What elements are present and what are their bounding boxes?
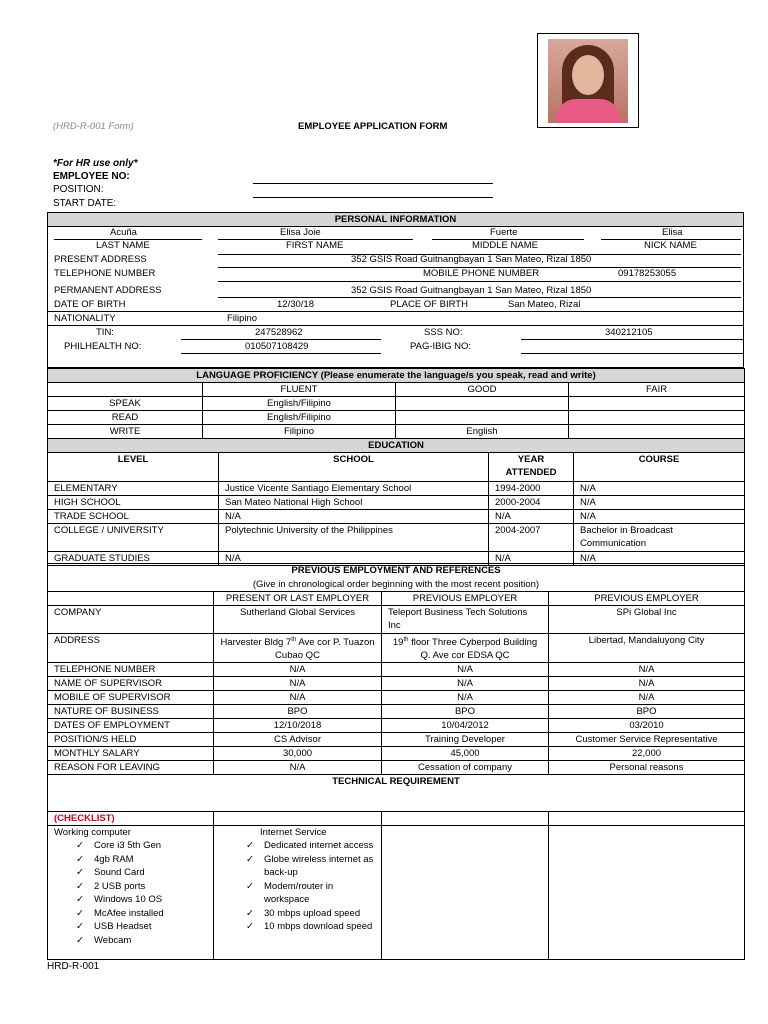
permanent-address-line [218, 297, 741, 298]
check-icon: ✓ [76, 840, 84, 852]
middle-name-label: MIDDLE NAME [472, 240, 538, 251]
level-cell: HIGH SCHOOL [48, 496, 219, 510]
employee-no-label: EMPLOYEE NO: [53, 171, 130, 182]
employer-cell: N/A [214, 677, 382, 691]
list-item: ✓ USB Headset [76, 921, 152, 933]
school-cell: N/A [219, 510, 489, 524]
list-item: ✓ 30 mbps upload speed [246, 907, 361, 919]
nationality-label: NATIONALITY [54, 313, 116, 324]
row-label: TELEPHONE NUMBER [48, 663, 214, 677]
applicant-photo [548, 39, 628, 123]
employer-cell: N/A [549, 663, 745, 677]
address-cell: 19th floor Three Cyberpod Building Q. Ave cor EDSA QC [382, 634, 549, 663]
list-item: ✓ Modem/router in workspace [246, 880, 334, 906]
course-cell: N/A [574, 552, 745, 566]
present-address-value: 352 GSIS Road Guitnangbayan 1 San Mateo, Rizal 1850 [351, 254, 592, 265]
col-year-attended: YEAR ATTENDED [489, 453, 574, 482]
nick-name-value: Elisa [662, 227, 683, 238]
sss-value: 340212105 [605, 327, 653, 338]
fair-cell [569, 425, 745, 439]
education-table [47, 438, 745, 566]
row-label: NATURE OF BUSINESS [48, 705, 214, 719]
school-cell: N/A [219, 552, 489, 566]
section-language-proficiency: LANGUAGE PROFICIENCY (Please enumerate the language/s you speak, read and write) [48, 369, 745, 383]
row-label: READ [48, 411, 203, 425]
col-school: SCHOOL [219, 453, 489, 482]
year-cell: 1994-2000 [489, 482, 574, 496]
list-item: ✓ Windows 10 OS [76, 894, 163, 906]
fluent-cell: English/Filipino [203, 397, 396, 411]
list-item: ✓ Globe wireless internet as back-up [246, 853, 374, 879]
row-label: DATES OF EMPLOYMENT [48, 719, 214, 733]
check-icon: ✓ [76, 907, 84, 919]
company-cell: Sutherland Global Services [214, 606, 382, 634]
col-present-employer: PRESENT OR LAST EMPLOYER [214, 592, 382, 606]
fluent-cell: English/Filipino [203, 411, 396, 425]
row-label: REASON FOR LEAVING [48, 761, 214, 775]
list-item: ✓ 4gb RAM [76, 853, 134, 865]
mobile-label: MOBILE PHONE NUMBER [423, 268, 540, 279]
year-cell: 2000-2004 [489, 496, 574, 510]
address-label: ADDRESS [48, 634, 214, 663]
employer-cell: Customer Service Representative [549, 733, 745, 747]
company-cell: Teleport Business Tech Solutions Inc [382, 606, 549, 634]
section-previous-employment: PREVIOUS EMPLOYMENT AND REFERENCES [48, 564, 745, 578]
table-row [48, 663, 745, 677]
dob-divider [48, 311, 743, 312]
table-row [48, 496, 745, 510]
checklist-label: (CHECKLIST) [48, 812, 214, 826]
sss-line [521, 339, 743, 340]
col-level: LEVEL [48, 453, 219, 482]
form-code: (HRD-R-001 Form) [53, 121, 134, 132]
section-personal-information: PERSONAL INFORMATION [48, 213, 744, 227]
row-label: MONTHLY SALARY [48, 747, 214, 761]
year-cell: 2004-2007 [489, 524, 574, 552]
first-name-value: Elisa Joie [280, 227, 321, 238]
philhealth-value: 010507108429 [245, 341, 309, 352]
telephone-line [218, 281, 741, 282]
year-cell: N/A [489, 552, 574, 566]
employer-cell: BPO [214, 705, 382, 719]
address-cell: Libertad, Mandaluyong City [549, 634, 745, 663]
level-cell: COLLEGE / UNIVERSITY [48, 524, 219, 552]
employer-cell: Personal reasons [549, 761, 745, 775]
pob-value: San Mateo, Rizal [508, 299, 581, 310]
pagibig-line[interactable] [521, 353, 743, 354]
school-cell: Polytechnic University of the Philippines [219, 524, 489, 552]
course-cell: Bachelor in Broadcast Communication [574, 524, 745, 552]
personal-info-header [47, 212, 744, 227]
tin-label: TIN: [96, 327, 114, 338]
school-cell: San Mateo National High School [219, 496, 489, 510]
table-row [48, 705, 745, 719]
year-cell: N/A [489, 510, 574, 524]
list-item: ✓ Sound Card [76, 867, 145, 879]
course-cell: N/A [574, 482, 745, 496]
check-icon: ✓ [76, 867, 84, 879]
philhealth-line [181, 353, 381, 354]
table-row [48, 411, 745, 425]
computer-checklist [48, 826, 214, 960]
level-cell: GRADUATE STUDIES [48, 552, 219, 566]
position-line[interactable] [253, 197, 493, 198]
table-row [48, 677, 745, 691]
check-icon: ✓ [246, 880, 254, 892]
employer-cell: 12/10/2018 [214, 719, 382, 733]
dob-label: DATE OF BIRTH [54, 299, 126, 310]
hr-use-note: *For HR use only* [53, 158, 138, 169]
col-previous-employer-1: PREVIOUS EMPLOYER [382, 592, 549, 606]
applicant-photo-frame [537, 33, 639, 128]
internet-checklist [214, 826, 382, 960]
employer-cell: N/A [214, 663, 382, 677]
row-label: NAME OF SUPERVISOR [48, 677, 214, 691]
employer-cell: BPO [382, 705, 549, 719]
table-row [48, 606, 745, 634]
level-cell: ELEMENTARY [48, 482, 219, 496]
fair-cell [569, 411, 745, 425]
employer-cell: N/A [549, 677, 745, 691]
form-title: EMPLOYEE APPLICATION FORM [298, 121, 448, 132]
employer-cell: N/A [214, 691, 382, 705]
good-cell [396, 411, 569, 425]
language-table [47, 368, 745, 439]
check-icon: ✓ [76, 894, 84, 906]
tin-value: 247528962 [255, 327, 303, 338]
table-row [48, 719, 745, 733]
list-item: ✓ Dedicated internet access [246, 840, 374, 852]
section-technical-requirement: TECHNICAL REQUIREMENT [48, 775, 745, 812]
employer-cell: 30,000 [214, 747, 382, 761]
last-name-label: LAST NAME [96, 240, 150, 251]
employer-cell: Training Developer [382, 733, 549, 747]
employer-cell: 22,000 [549, 747, 745, 761]
row-label: SPEAK [48, 397, 203, 411]
col-fluent: FLUENT [203, 383, 396, 397]
dob-value: 12/30/18 [277, 299, 314, 310]
nationality-divider [48, 325, 743, 326]
check-icon: ✓ [76, 853, 84, 865]
check-icon: ✓ [246, 840, 254, 852]
check-icon: ✓ [246, 921, 254, 933]
address-cell: Harvester Bldg 7th Ave cor P. Tuazon Cubao QC [214, 634, 382, 663]
check-icon: ✓ [246, 907, 254, 919]
personal-info-block [47, 226, 744, 368]
table-row [48, 397, 745, 411]
list-item: ✓ 2 USB ports [76, 880, 146, 892]
employer-cell: N/A [382, 677, 549, 691]
permanent-address-label: PERMANENT ADDRESS [54, 285, 162, 296]
philhealth-label: PHILHEALTH NO: [64, 341, 142, 352]
section-education: EDUCATION [48, 439, 745, 453]
fair-cell [569, 397, 745, 411]
telephone-label: TELEPHONE NUMBER [54, 268, 156, 279]
nick-name-label: NICK NAME [644, 240, 697, 251]
tin-line [181, 339, 381, 340]
employment-table [47, 563, 745, 960]
pagibig-label: PAG-IBIG NO: [410, 341, 472, 352]
employer-cell: CS Advisor [214, 733, 382, 747]
start-date-label: START DATE: [53, 198, 117, 209]
list-item: ✓ 10 mbps download speed [246, 921, 373, 933]
position-label: POSITION: [53, 184, 104, 195]
permanent-address-value: 352 GSIS Road Guitnangbayan 1 San Mateo, Rizal 1850 [351, 285, 592, 296]
table-row [48, 510, 745, 524]
check-icon: ✓ [246, 853, 254, 865]
list-item: ✓ McAfee installed [76, 907, 164, 919]
school-cell: Justice Vicente Santiago Elementary School [219, 482, 489, 496]
first-name-label: FIRST NAME [286, 240, 344, 251]
list-item: ✓ Webcam [76, 934, 132, 946]
middle-name-value: Fuerte [490, 227, 518, 238]
good-cell: English [396, 425, 569, 439]
table-row [48, 733, 745, 747]
pob-label: PLACE OF BIRTH [390, 299, 468, 310]
row-label: POSITION/S HELD [48, 733, 214, 747]
employee-no-line[interactable] [253, 183, 493, 184]
level-cell: TRADE SCHOOL [48, 510, 219, 524]
table-row [48, 482, 745, 496]
present-address-label: PRESENT ADDRESS [54, 254, 147, 265]
last-name-value: Acuña [110, 227, 137, 238]
company-label: COMPANY [48, 606, 214, 634]
list-item: ✓ Core i3 5th Gen [76, 840, 162, 852]
nationality-value: Filipino [227, 313, 258, 324]
employer-cell: 10/04/2012 [382, 719, 549, 733]
employment-note: (Give in chronological order beginning with the most recent position) [48, 578, 745, 592]
table-row [48, 425, 745, 439]
col-fair: FAIR [569, 383, 745, 397]
col-good: GOOD [396, 383, 569, 397]
table-row [48, 524, 745, 552]
table-row [48, 761, 745, 775]
employer-cell: Cessation of company [382, 761, 549, 775]
employer-cell: N/A [382, 663, 549, 677]
table-row [48, 747, 745, 761]
course-cell: N/A [574, 510, 745, 524]
sss-label: SSS NO: [424, 327, 463, 338]
employer-cell: 45,000 [382, 747, 549, 761]
footer-form-code: HRD-R-001 [47, 961, 100, 972]
check-icon: ✓ [76, 934, 84, 946]
col-previous-employer-2: PREVIOUS EMPLOYER [549, 592, 745, 606]
employer-cell: N/A [549, 691, 745, 705]
table-row [48, 634, 745, 663]
table-row [48, 691, 745, 705]
check-icon: ✓ [76, 880, 84, 892]
fluent-cell: Filipino [203, 425, 396, 439]
employer-cell: 03/2010 [549, 719, 745, 733]
good-cell [396, 397, 569, 411]
computer-title: Working computer [54, 827, 131, 839]
mobile-value: 09178253055 [618, 268, 677, 279]
check-icon: ✓ [76, 921, 84, 933]
row-label: WRITE [48, 425, 203, 439]
course-cell: N/A [574, 496, 745, 510]
internet-title: Internet Service [260, 827, 327, 839]
employer-cell: N/A [382, 691, 549, 705]
employer-cell: N/A [214, 761, 382, 775]
row-label: MOBILE OF SUPERVISOR [48, 691, 214, 705]
employer-cell: BPO [549, 705, 745, 719]
company-cell: SPi Global Inc [549, 606, 745, 634]
col-course: COURSE [574, 453, 745, 482]
